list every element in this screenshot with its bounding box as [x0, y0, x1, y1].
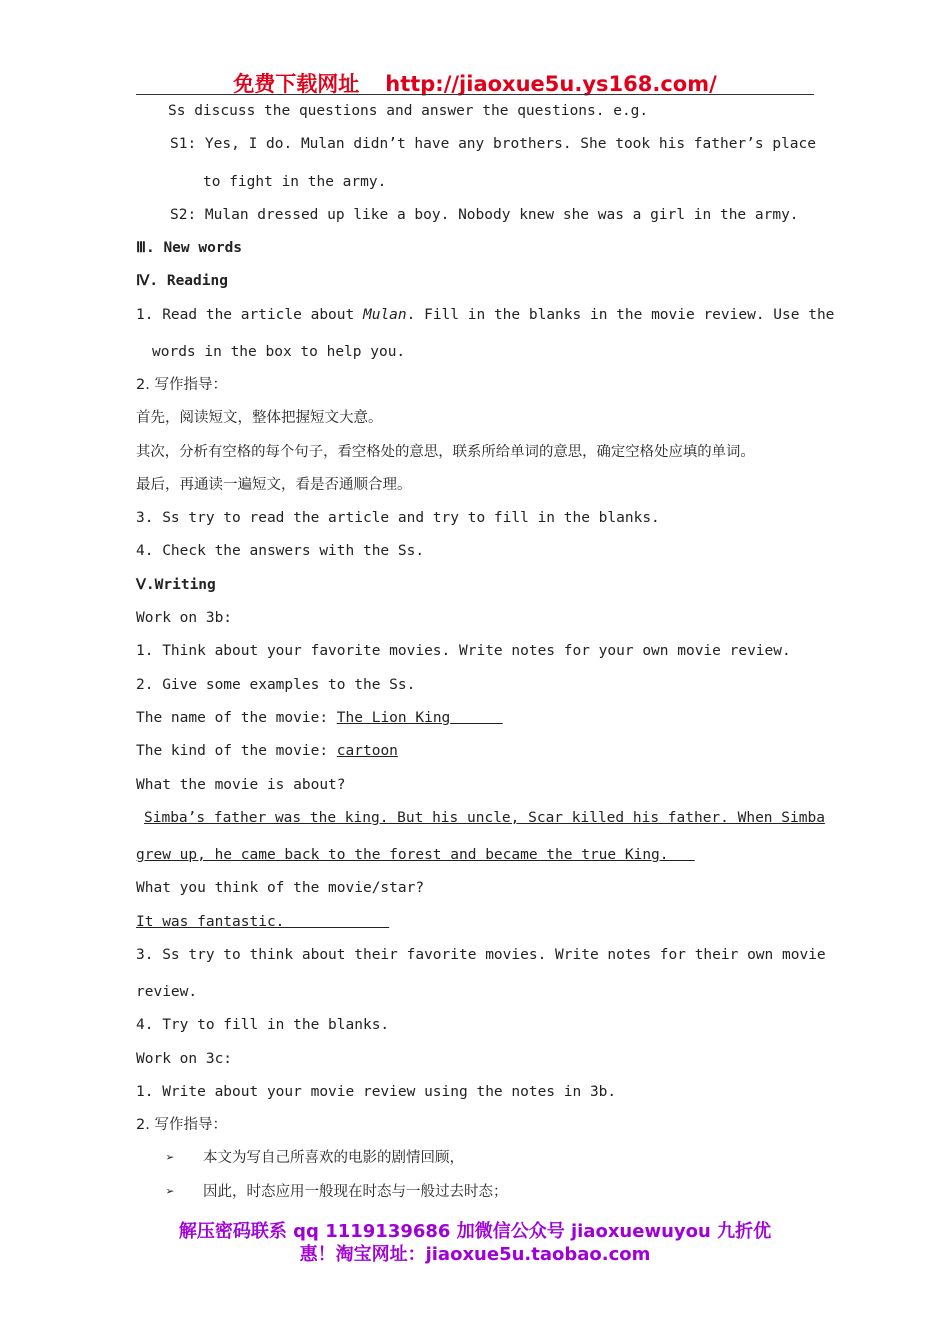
header-label: 免费下载网址 — [233, 72, 360, 96]
text-line: 1. Think about your favorite movies. Write notes for your own movie review. — [136, 643, 791, 659]
movie-about-answer: grew up, he came back to the forest and became the true King. — [136, 847, 669, 863]
text-line: 4. Try to fill in the blanks. — [136, 1017, 390, 1033]
section-heading-writing: Ⅴ.Writing — [136, 577, 216, 593]
text-line: 3. Ss try to think about their favorite movies. Write notes for their own movie — [136, 947, 826, 963]
movie-name-answer: The Lion King — [336, 710, 451, 726]
text-line: What the movie is about? — [136, 777, 346, 793]
header-rule — [136, 94, 814, 95]
text-line: Work on 3c: — [136, 1051, 233, 1067]
movie-about-answer: Simba’s father was the king. But his uncle, Scar killed his father. When Simba — [144, 810, 825, 826]
bullet-item: 因此，时态应用一般现在时态与一般过去时态； — [203, 1184, 508, 1200]
bullet-item: 本文为写自己所喜欢的电影的剧情回顾， — [203, 1150, 464, 1166]
arrow-bullet-icon: ➢ — [166, 1150, 175, 1166]
text-line — [136, 846, 695, 864]
text-line: 2. 写作指导： — [136, 1117, 227, 1133]
text-line: The name of the movie: The Lion King — [136, 710, 451, 726]
text-line: 首先，阅读短文，整体把握短文大意。 — [136, 410, 383, 426]
section-heading-reading: Ⅳ. Reading — [136, 273, 228, 289]
text-line: 最后，再通读一遍短文，看是否通顺合理。 — [136, 477, 412, 493]
text-line: What you think of the movie/star? — [136, 880, 425, 896]
text-line: review. — [136, 984, 198, 1000]
text-line: 2. 写作指导： — [136, 377, 227, 393]
text-line: 1. Read the article about Mulan. Fill in the blanks in the movie review. Use the — [136, 307, 835, 323]
text-line: Work on 3b: — [136, 610, 233, 626]
arrow-bullet-icon: ➢ — [166, 1184, 175, 1200]
movie-opinion-answer: It was fantastic. — [136, 914, 285, 930]
header-url[interactable]: http://jiaoxue5u.ys168.com/ — [385, 72, 717, 96]
footer-line-2: 惠！淘宝网址：jiaoxue5u.taobao.com — [299, 1244, 651, 1265]
text-line: 其次，分析有空格的每个句子，看空格处的意思，联系所给单词的意思，确定空格处应填的单词。 — [136, 444, 755, 460]
text-line: 1. Write about your movie review using the notes in 3b. — [136, 1084, 617, 1100]
text-line: The kind of the movie: cartoon — [136, 743, 398, 759]
movie-title-mulan: Mulan — [362, 307, 407, 323]
text-line: 2. Give some examples to the Ss. — [136, 677, 416, 693]
text-line: S1: Yes, I do. Mulan didn’t have any brothers. She took his father’s place — [170, 136, 817, 152]
footer-line-1: 解压密码联系 qq 1119139686 加微信公众号 jiaoxuewuyou 九折优 — [178, 1221, 772, 1242]
text-line: 4. Check the answers with the Ss. — [136, 543, 425, 559]
text-line: words in the box to help you. — [152, 344, 406, 360]
text-line: to fight in the army. — [203, 174, 387, 190]
section-heading-new-words: Ⅲ. New words — [136, 240, 243, 256]
text-line — [136, 913, 389, 931]
text-line: S2: Mulan dressed up like a boy. Nobody knew she was a girl in the army. — [170, 207, 799, 223]
text-line: 3. Ss try to read the article and try to fill in the blanks. — [136, 510, 660, 526]
text-line: Ss discuss the questions and answer the questions. e.g. — [168, 103, 649, 119]
movie-kind-answer: cartoon — [336, 743, 398, 759]
